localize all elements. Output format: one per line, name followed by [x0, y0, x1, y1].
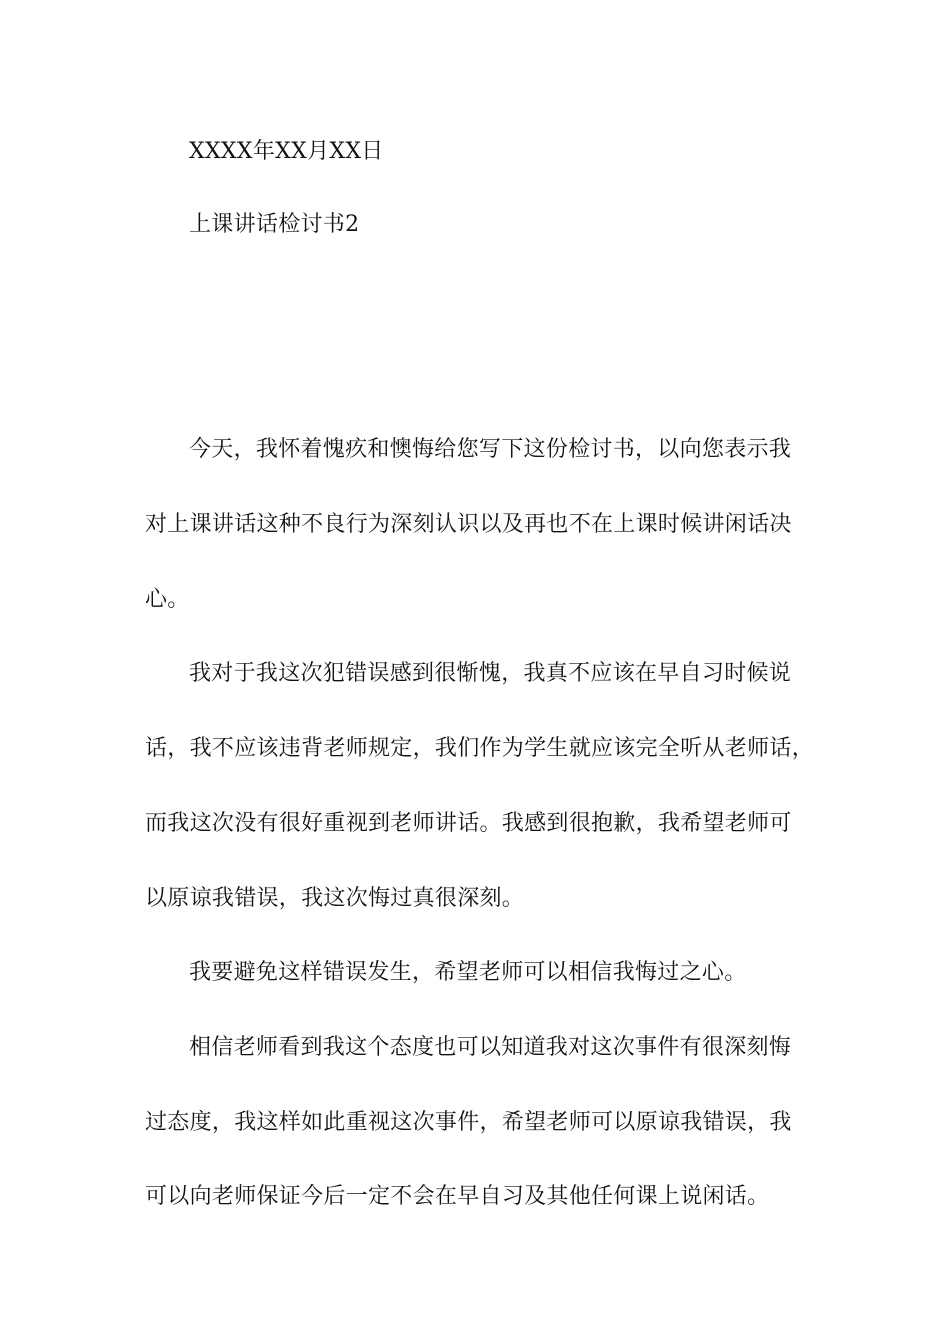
paragraph-line: 话，我不应该违背老师规定，我们作为学生就应该完全听从老师话， [145, 736, 815, 761]
paragraph-line: 可以向老师保证今后一定不会在早自习及其他任何课上说闲话。 [145, 1184, 770, 1209]
paragraph-line: 心。 [145, 587, 190, 612]
paragraph-line: 而我这次没有很好重视到老师讲话。我感到很抱歉，我希望老师可 [145, 811, 792, 836]
paragraph-line: 过态度，我这样如此重视这次事件，希望老师可以原谅我错误，我 [145, 1110, 792, 1135]
letter-date: XXXX年XX月XX日 [189, 139, 384, 164]
paragraph-line: 相信老师看到我这个态度也可以知道我对这次事件有很深刻悔 [189, 1035, 792, 1060]
paragraph-line: 以原谅我错误，我这次悔过真很深刻。 [145, 886, 525, 911]
paragraph-line: 我对于我这次犯错误感到很惭愧，我真不应该在早自习时候说 [189, 661, 792, 686]
paragraph-line: 我要避免这样错误发生，希望老师可以相信我悔过之心。 [189, 960, 747, 985]
paragraph-line: 对上课讲话这种不良行为深刻认识以及再也不在上课时候讲闲话决 [145, 512, 792, 537]
section-title: 上课讲话检讨书2 [189, 212, 360, 237]
paragraph-line: 今天，我怀着愧疚和懊悔给您写下这份检讨书，以向您表示我 [189, 437, 792, 462]
